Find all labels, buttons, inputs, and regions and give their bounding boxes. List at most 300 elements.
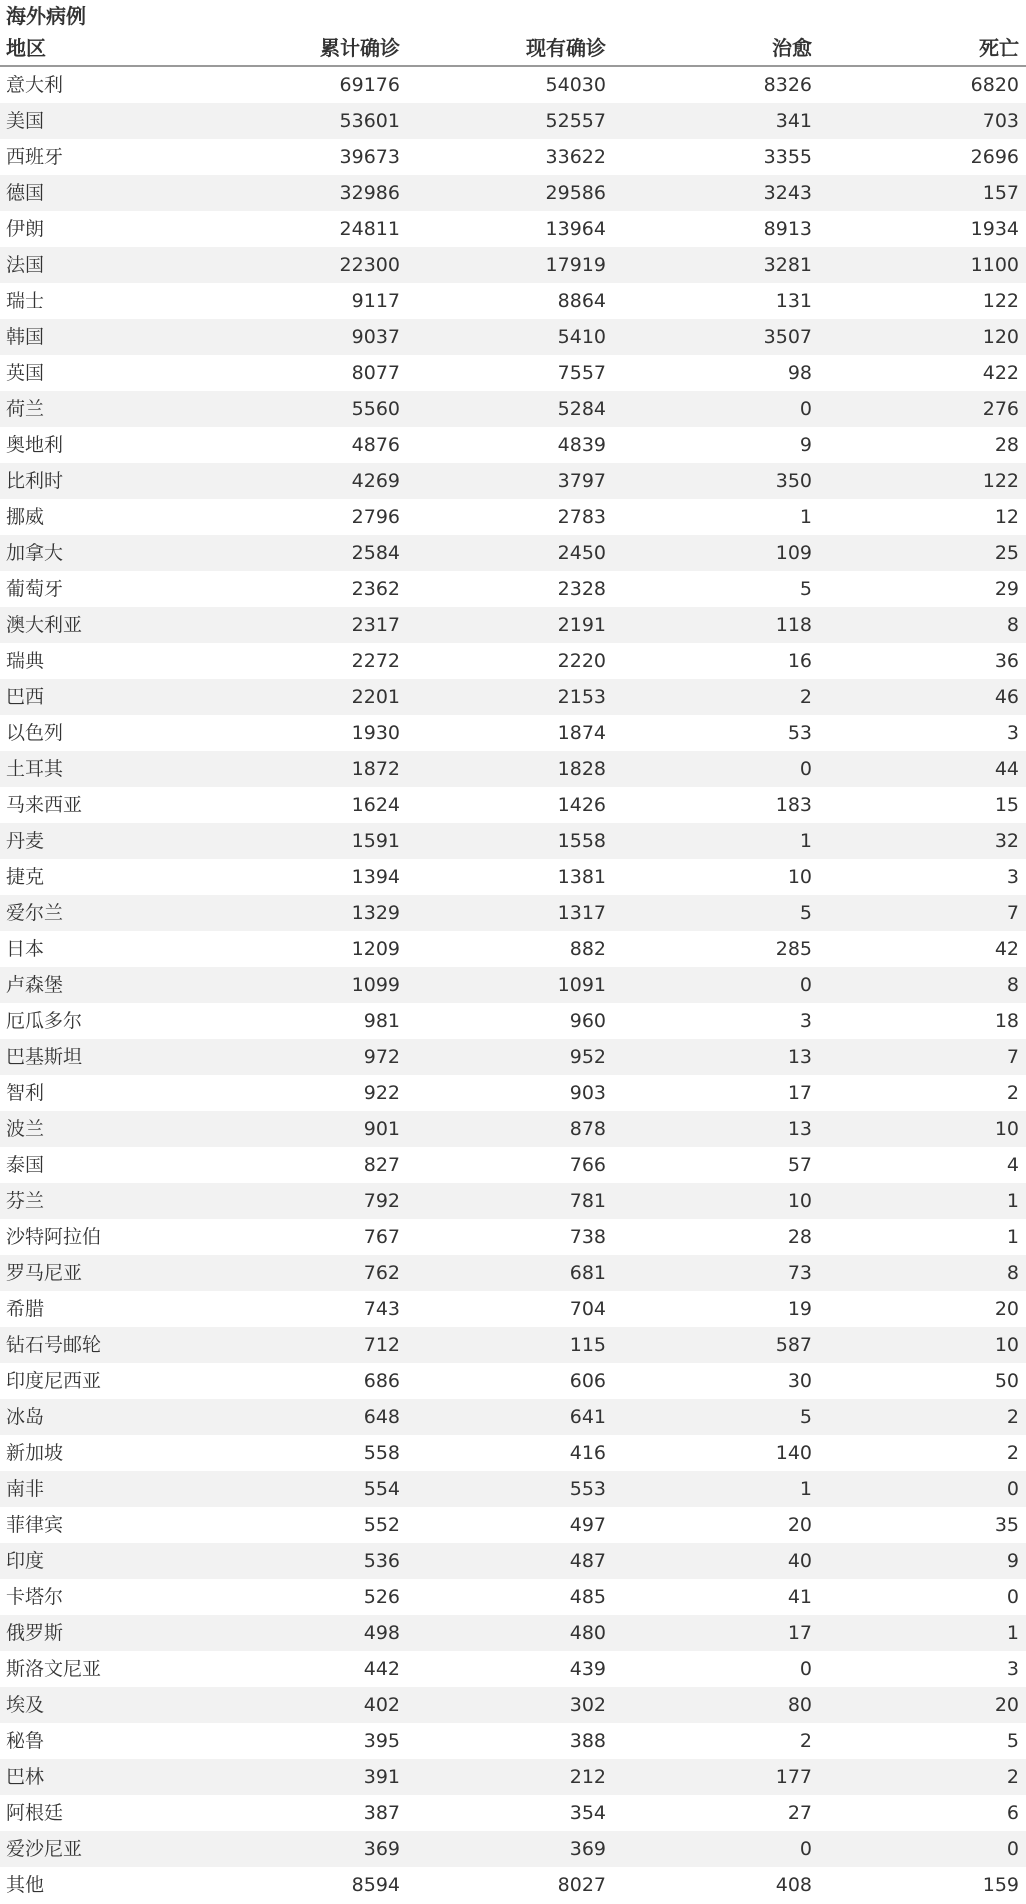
table-row [0,427,1026,463]
table-row [0,823,1026,859]
cell-total-confirmed: 536 [363,1550,400,1572]
cell-total-confirmed: 69176 [339,74,400,96]
cell-deaths: 36 [994,650,1019,672]
cell-total-confirmed: 391 [363,1766,400,1788]
cell-recovered: 3281 [763,254,812,276]
cell-deaths: 42 [994,938,1019,960]
cell-current-confirmed: 5410 [557,326,606,348]
cell-recovered: 5 [799,1406,812,1428]
table-row [0,499,1026,535]
cell-region: 其他 [6,1874,45,1896]
cell-region: 南非 [6,1478,45,1500]
table-row [0,211,1026,247]
cell-total-confirmed: 2201 [351,686,400,708]
cell-region: 阿根廷 [6,1802,64,1824]
cell-region: 韩国 [6,326,45,348]
table-row [0,1219,1026,1255]
cell-region: 菲律宾 [6,1514,64,1536]
table-row [0,391,1026,427]
cell-total-confirmed: 1209 [351,938,400,960]
table-row [0,715,1026,751]
cell-deaths: 25 [994,542,1019,564]
cell-deaths: 276 [982,398,1019,420]
table-row [0,931,1026,967]
cell-recovered: 10 [787,866,812,888]
table-row [0,1795,1026,1831]
cell-region: 印度尼西亚 [6,1370,102,1392]
cell-region: 埃及 [6,1694,45,1716]
cell-region: 沙特阿拉伯 [6,1226,102,1248]
cell-recovered: 30 [787,1370,812,1392]
cell-current-confirmed: 878 [569,1118,606,1140]
cell-recovered: 0 [799,1658,812,1680]
cell-deaths: 35 [994,1514,1019,1536]
cell-deaths: 8 [1006,614,1019,636]
table-row [0,139,1026,175]
cell-recovered: 1 [799,830,812,852]
cell-total-confirmed: 922 [363,1082,400,1104]
table-header [0,32,1026,67]
table-row [0,283,1026,319]
table-row [0,1723,1026,1759]
cell-region: 罗马尼亚 [6,1262,83,1284]
cell-region: 斯洛文尼亚 [6,1658,102,1680]
cell-region: 德国 [6,182,45,204]
cell-region: 西班牙 [6,146,64,168]
cell-deaths: 122 [982,470,1019,492]
cell-total-confirmed: 395 [363,1730,400,1752]
table-row [0,787,1026,823]
cell-total-confirmed: 4876 [351,434,400,456]
table-row [0,751,1026,787]
cell-current-confirmed: 903 [569,1082,606,1104]
cell-total-confirmed: 2362 [351,578,400,600]
cell-current-confirmed: 485 [569,1586,606,1608]
cell-recovered: 408 [775,1874,812,1896]
cell-current-confirmed: 1828 [557,758,606,780]
cell-recovered: 53 [787,722,812,744]
table-row [0,463,1026,499]
cell-total-confirmed: 2317 [351,614,400,636]
cell-recovered: 19 [787,1298,812,1320]
cell-region: 爱尔兰 [6,902,64,924]
cell-current-confirmed: 1874 [557,722,606,744]
cell-deaths: 2 [1006,1442,1019,1464]
cell-region: 巴基斯坦 [6,1046,83,1068]
cell-recovered: 0 [799,758,812,780]
table-row [0,607,1026,643]
cell-region: 芬兰 [6,1190,45,1212]
table-row [0,1759,1026,1795]
table-body [0,67,1026,1903]
cell-deaths: 7 [1006,1046,1019,1068]
cases-table [0,32,1026,1903]
cell-deaths: 1 [1006,1190,1019,1212]
cell-region: 钻石号邮轮 [6,1334,102,1356]
cell-deaths: 32 [994,830,1019,852]
cell-recovered: 1 [799,1478,812,1500]
cell-total-confirmed: 442 [363,1658,400,1680]
cell-deaths: 2 [1006,1082,1019,1104]
cell-recovered: 73 [787,1262,812,1284]
cell-deaths: 0 [1006,1586,1019,1608]
cell-total-confirmed: 369 [363,1838,400,1860]
cell-deaths: 10 [994,1118,1019,1140]
cell-deaths: 2 [1006,1766,1019,1788]
cell-region: 瑞士 [6,290,45,312]
cell-deaths: 6 [1006,1802,1019,1824]
cell-deaths: 5 [1006,1730,1019,1752]
cell-recovered: 285 [775,938,812,960]
table-row [0,1039,1026,1075]
cell-region: 比利时 [6,470,64,492]
cell-recovered: 183 [775,794,812,816]
cell-deaths: 4 [1006,1154,1019,1176]
cell-region: 奥地利 [6,434,64,456]
cell-recovered: 1 [799,506,812,528]
cell-current-confirmed: 416 [569,1442,606,1464]
cell-current-confirmed: 52557 [545,110,606,132]
cell-recovered: 13 [787,1118,812,1140]
cell-current-confirmed: 33622 [545,146,606,168]
table-row [0,67,1026,103]
cell-total-confirmed: 712 [363,1334,400,1356]
cell-current-confirmed: 2783 [557,506,606,528]
cell-deaths: 44 [994,758,1019,780]
cell-region: 爱沙尼亚 [6,1838,83,1860]
cell-deaths: 50 [994,1370,1019,1392]
cell-current-confirmed: 7557 [557,362,606,384]
cell-recovered: 41 [787,1586,812,1608]
cell-current-confirmed: 17919 [545,254,606,276]
cell-deaths: 7 [1006,902,1019,924]
cell-current-confirmed: 781 [569,1190,606,1212]
cell-deaths: 1100 [970,254,1019,276]
cell-recovered: 40 [787,1550,812,1572]
cell-region: 智利 [6,1082,45,1104]
cell-region: 美国 [6,110,45,132]
cell-total-confirmed: 5560 [351,398,400,420]
cell-region: 卡塔尔 [6,1586,64,1608]
cell-current-confirmed: 13964 [545,218,606,240]
cell-current-confirmed: 882 [569,938,606,960]
cell-recovered: 13 [787,1046,812,1068]
cell-current-confirmed: 1558 [557,830,606,852]
cell-current-confirmed: 487 [569,1550,606,1572]
table-row [0,1255,1026,1291]
cell-deaths: 3 [1006,722,1019,744]
cell-current-confirmed: 369 [569,1838,606,1860]
cell-recovered: 17 [787,1082,812,1104]
cell-recovered: 3243 [763,182,812,204]
cell-current-confirmed: 2191 [557,614,606,636]
cell-deaths: 1 [1006,1622,1019,1644]
cell-current-confirmed: 738 [569,1226,606,1248]
cell-recovered: 28 [787,1226,812,1248]
cell-current-confirmed: 1381 [557,866,606,888]
cell-total-confirmed: 8594 [351,1874,400,1896]
header-recovered: 治愈 [772,36,812,60]
table-row [0,103,1026,139]
cell-recovered: 2 [799,686,812,708]
cell-deaths: 0 [1006,1478,1019,1500]
cell-recovered: 8326 [763,74,812,96]
cell-total-confirmed: 22300 [339,254,400,276]
cell-current-confirmed: 8027 [557,1874,606,1896]
cell-recovered: 17 [787,1622,812,1644]
cell-current-confirmed: 3797 [557,470,606,492]
cell-current-confirmed: 960 [569,1010,606,1032]
cell-total-confirmed: 32986 [339,182,400,204]
cell-region: 荷兰 [6,398,45,420]
table-row [0,571,1026,607]
cell-current-confirmed: 212 [569,1766,606,1788]
header-current-confirmed: 现有确诊 [526,36,606,60]
table-row [0,1111,1026,1147]
cell-total-confirmed: 554 [363,1478,400,1500]
cell-region: 挪威 [6,506,45,528]
cell-recovered: 3507 [763,326,812,348]
cell-total-confirmed: 901 [363,1118,400,1140]
cell-region: 瑞典 [6,650,45,672]
cell-deaths: 703 [982,110,1019,132]
cell-current-confirmed: 1091 [557,974,606,996]
cell-total-confirmed: 981 [363,1010,400,1032]
cell-region: 捷克 [6,866,45,888]
cell-total-confirmed: 552 [363,1514,400,1536]
table-row [0,679,1026,715]
cell-total-confirmed: 24811 [339,218,400,240]
cell-region: 加拿大 [6,542,64,564]
table-row [0,319,1026,355]
cell-total-confirmed: 2272 [351,650,400,672]
cell-total-confirmed: 1329 [351,902,400,924]
cell-recovered: 5 [799,902,812,924]
table-row [0,1615,1026,1651]
cell-deaths: 28 [994,434,1019,456]
cell-deaths: 8 [1006,974,1019,996]
table-row [0,895,1026,931]
cell-current-confirmed: 952 [569,1046,606,1068]
cell-deaths: 18 [994,1010,1019,1032]
cell-recovered: 9 [799,434,812,456]
cell-total-confirmed: 1394 [351,866,400,888]
cell-region: 印度 [6,1550,45,1572]
cell-current-confirmed: 302 [569,1694,606,1716]
cell-current-confirmed: 2450 [557,542,606,564]
cell-recovered: 140 [775,1442,812,1464]
table-row [0,1327,1026,1363]
cell-total-confirmed: 1930 [351,722,400,744]
cell-total-confirmed: 827 [363,1154,400,1176]
table-row [0,1543,1026,1579]
cell-total-confirmed: 1591 [351,830,400,852]
cell-current-confirmed: 2153 [557,686,606,708]
cell-total-confirmed: 53601 [339,110,400,132]
cell-total-confirmed: 686 [363,1370,400,1392]
cell-current-confirmed: 1317 [557,902,606,924]
cell-total-confirmed: 767 [363,1226,400,1248]
cell-region: 伊朗 [6,218,45,240]
cell-recovered: 5 [799,578,812,600]
table-row [0,1507,1026,1543]
cell-total-confirmed: 1099 [351,974,400,996]
cell-deaths: 1 [1006,1226,1019,1248]
cell-deaths: 2 [1006,1406,1019,1428]
cell-current-confirmed: 388 [569,1730,606,1752]
cell-deaths: 9 [1006,1550,1019,1572]
table-row [0,1867,1026,1903]
table-row [0,247,1026,283]
table-row [0,1291,1026,1327]
table-row [0,1579,1026,1615]
cell-deaths: 157 [982,182,1019,204]
cell-region: 葡萄牙 [6,578,64,600]
table-row [0,859,1026,895]
cell-region: 马来西亚 [6,794,83,816]
cell-current-confirmed: 8864 [557,290,606,312]
cell-recovered: 2 [799,1730,812,1752]
table-row [0,967,1026,1003]
cell-recovered: 0 [799,1838,812,1860]
cell-total-confirmed: 792 [363,1190,400,1212]
cell-region: 法国 [6,254,45,276]
cell-current-confirmed: 480 [569,1622,606,1644]
cell-region: 日本 [6,938,45,960]
table-row [0,1147,1026,1183]
cell-recovered: 0 [799,974,812,996]
cell-recovered: 3355 [763,146,812,168]
header-total-confirmed: 累计确诊 [320,36,400,60]
cell-total-confirmed: 526 [363,1586,400,1608]
cell-deaths: 8 [1006,1262,1019,1284]
cell-region: 意大利 [6,74,64,96]
cell-recovered: 3 [799,1010,812,1032]
cell-region: 英国 [6,362,45,384]
table-row [0,1687,1026,1723]
cell-region: 以色列 [6,722,64,744]
table-row [0,643,1026,679]
cell-current-confirmed: 115 [569,1334,606,1356]
cell-current-confirmed: 439 [569,1658,606,1680]
cell-region: 希腊 [6,1298,45,1320]
cell-total-confirmed: 558 [363,1442,400,1464]
table-row [0,1183,1026,1219]
table-row [0,1075,1026,1111]
cell-current-confirmed: 553 [569,1478,606,1500]
cell-deaths: 15 [994,794,1019,816]
cell-total-confirmed: 2796 [351,506,400,528]
cell-recovered: 118 [775,614,812,636]
cell-total-confirmed: 1624 [351,794,400,816]
cell-deaths: 6820 [970,74,1019,96]
cell-region: 厄瓜多尔 [6,1010,83,1032]
cell-total-confirmed: 972 [363,1046,400,1068]
cell-deaths: 0 [1006,1838,1019,1860]
cell-current-confirmed: 704 [569,1298,606,1320]
cell-recovered: 80 [787,1694,812,1716]
cell-region: 巴林 [6,1766,45,1788]
cell-deaths: 3 [1006,1658,1019,1680]
cell-region: 澳大利亚 [6,614,83,636]
cell-deaths: 122 [982,290,1019,312]
table-row [0,1435,1026,1471]
cell-deaths: 20 [994,1298,1019,1320]
cell-current-confirmed: 2328 [557,578,606,600]
cell-region: 秘鲁 [6,1730,45,1752]
cell-recovered: 109 [775,542,812,564]
cell-deaths: 2696 [970,146,1019,168]
cell-region: 波兰 [6,1118,45,1140]
cell-recovered: 20 [787,1514,812,1536]
cell-deaths: 12 [994,506,1019,528]
cell-current-confirmed: 1426 [557,794,606,816]
cell-total-confirmed: 402 [363,1694,400,1716]
cell-current-confirmed: 2220 [557,650,606,672]
table-row [0,1363,1026,1399]
cell-recovered: 131 [775,290,812,312]
cell-total-confirmed: 762 [363,1262,400,1284]
cell-recovered: 0 [799,398,812,420]
cell-recovered: 57 [787,1154,812,1176]
cell-total-confirmed: 39673 [339,146,400,168]
cell-deaths: 159 [982,1874,1019,1896]
cell-region: 丹麦 [6,830,45,852]
cell-current-confirmed: 681 [569,1262,606,1284]
cell-current-confirmed: 606 [569,1370,606,1392]
cell-total-confirmed: 743 [363,1298,400,1320]
table-row [0,355,1026,391]
cell-region: 土耳其 [6,758,64,780]
cell-deaths: 422 [982,362,1019,384]
cell-recovered: 350 [775,470,812,492]
cell-region: 新加坡 [6,1442,64,1464]
cell-recovered: 16 [787,650,812,672]
cell-total-confirmed: 1872 [351,758,400,780]
cell-deaths: 10 [994,1334,1019,1356]
cell-recovered: 177 [775,1766,812,1788]
table-row [0,175,1026,211]
cell-recovered: 587 [775,1334,812,1356]
cell-deaths: 120 [982,326,1019,348]
header-deaths: 死亡 [979,36,1019,60]
cell-total-confirmed: 2584 [351,542,400,564]
cell-region: 泰国 [6,1154,45,1176]
cell-current-confirmed: 766 [569,1154,606,1176]
cell-current-confirmed: 497 [569,1514,606,1536]
cell-total-confirmed: 387 [363,1802,400,1824]
cell-total-confirmed: 4269 [351,470,400,492]
cell-deaths: 46 [994,686,1019,708]
table-row [0,1399,1026,1435]
page-title: 海外病例 [6,4,86,28]
cell-total-confirmed: 498 [363,1622,400,1644]
cell-current-confirmed: 641 [569,1406,606,1428]
cell-deaths: 29 [994,578,1019,600]
cell-total-confirmed: 8077 [351,362,400,384]
table-row [0,1651,1026,1687]
header-region: 地区 [6,36,46,60]
cell-recovered: 98 [787,362,812,384]
cell-deaths: 20 [994,1694,1019,1716]
table-row [0,1003,1026,1039]
cell-recovered: 8913 [763,218,812,240]
cell-recovered: 10 [787,1190,812,1212]
table-row [0,1831,1026,1867]
cell-region: 卢森堡 [6,974,64,996]
cell-recovered: 341 [775,110,812,132]
cell-deaths: 3 [1006,866,1019,888]
